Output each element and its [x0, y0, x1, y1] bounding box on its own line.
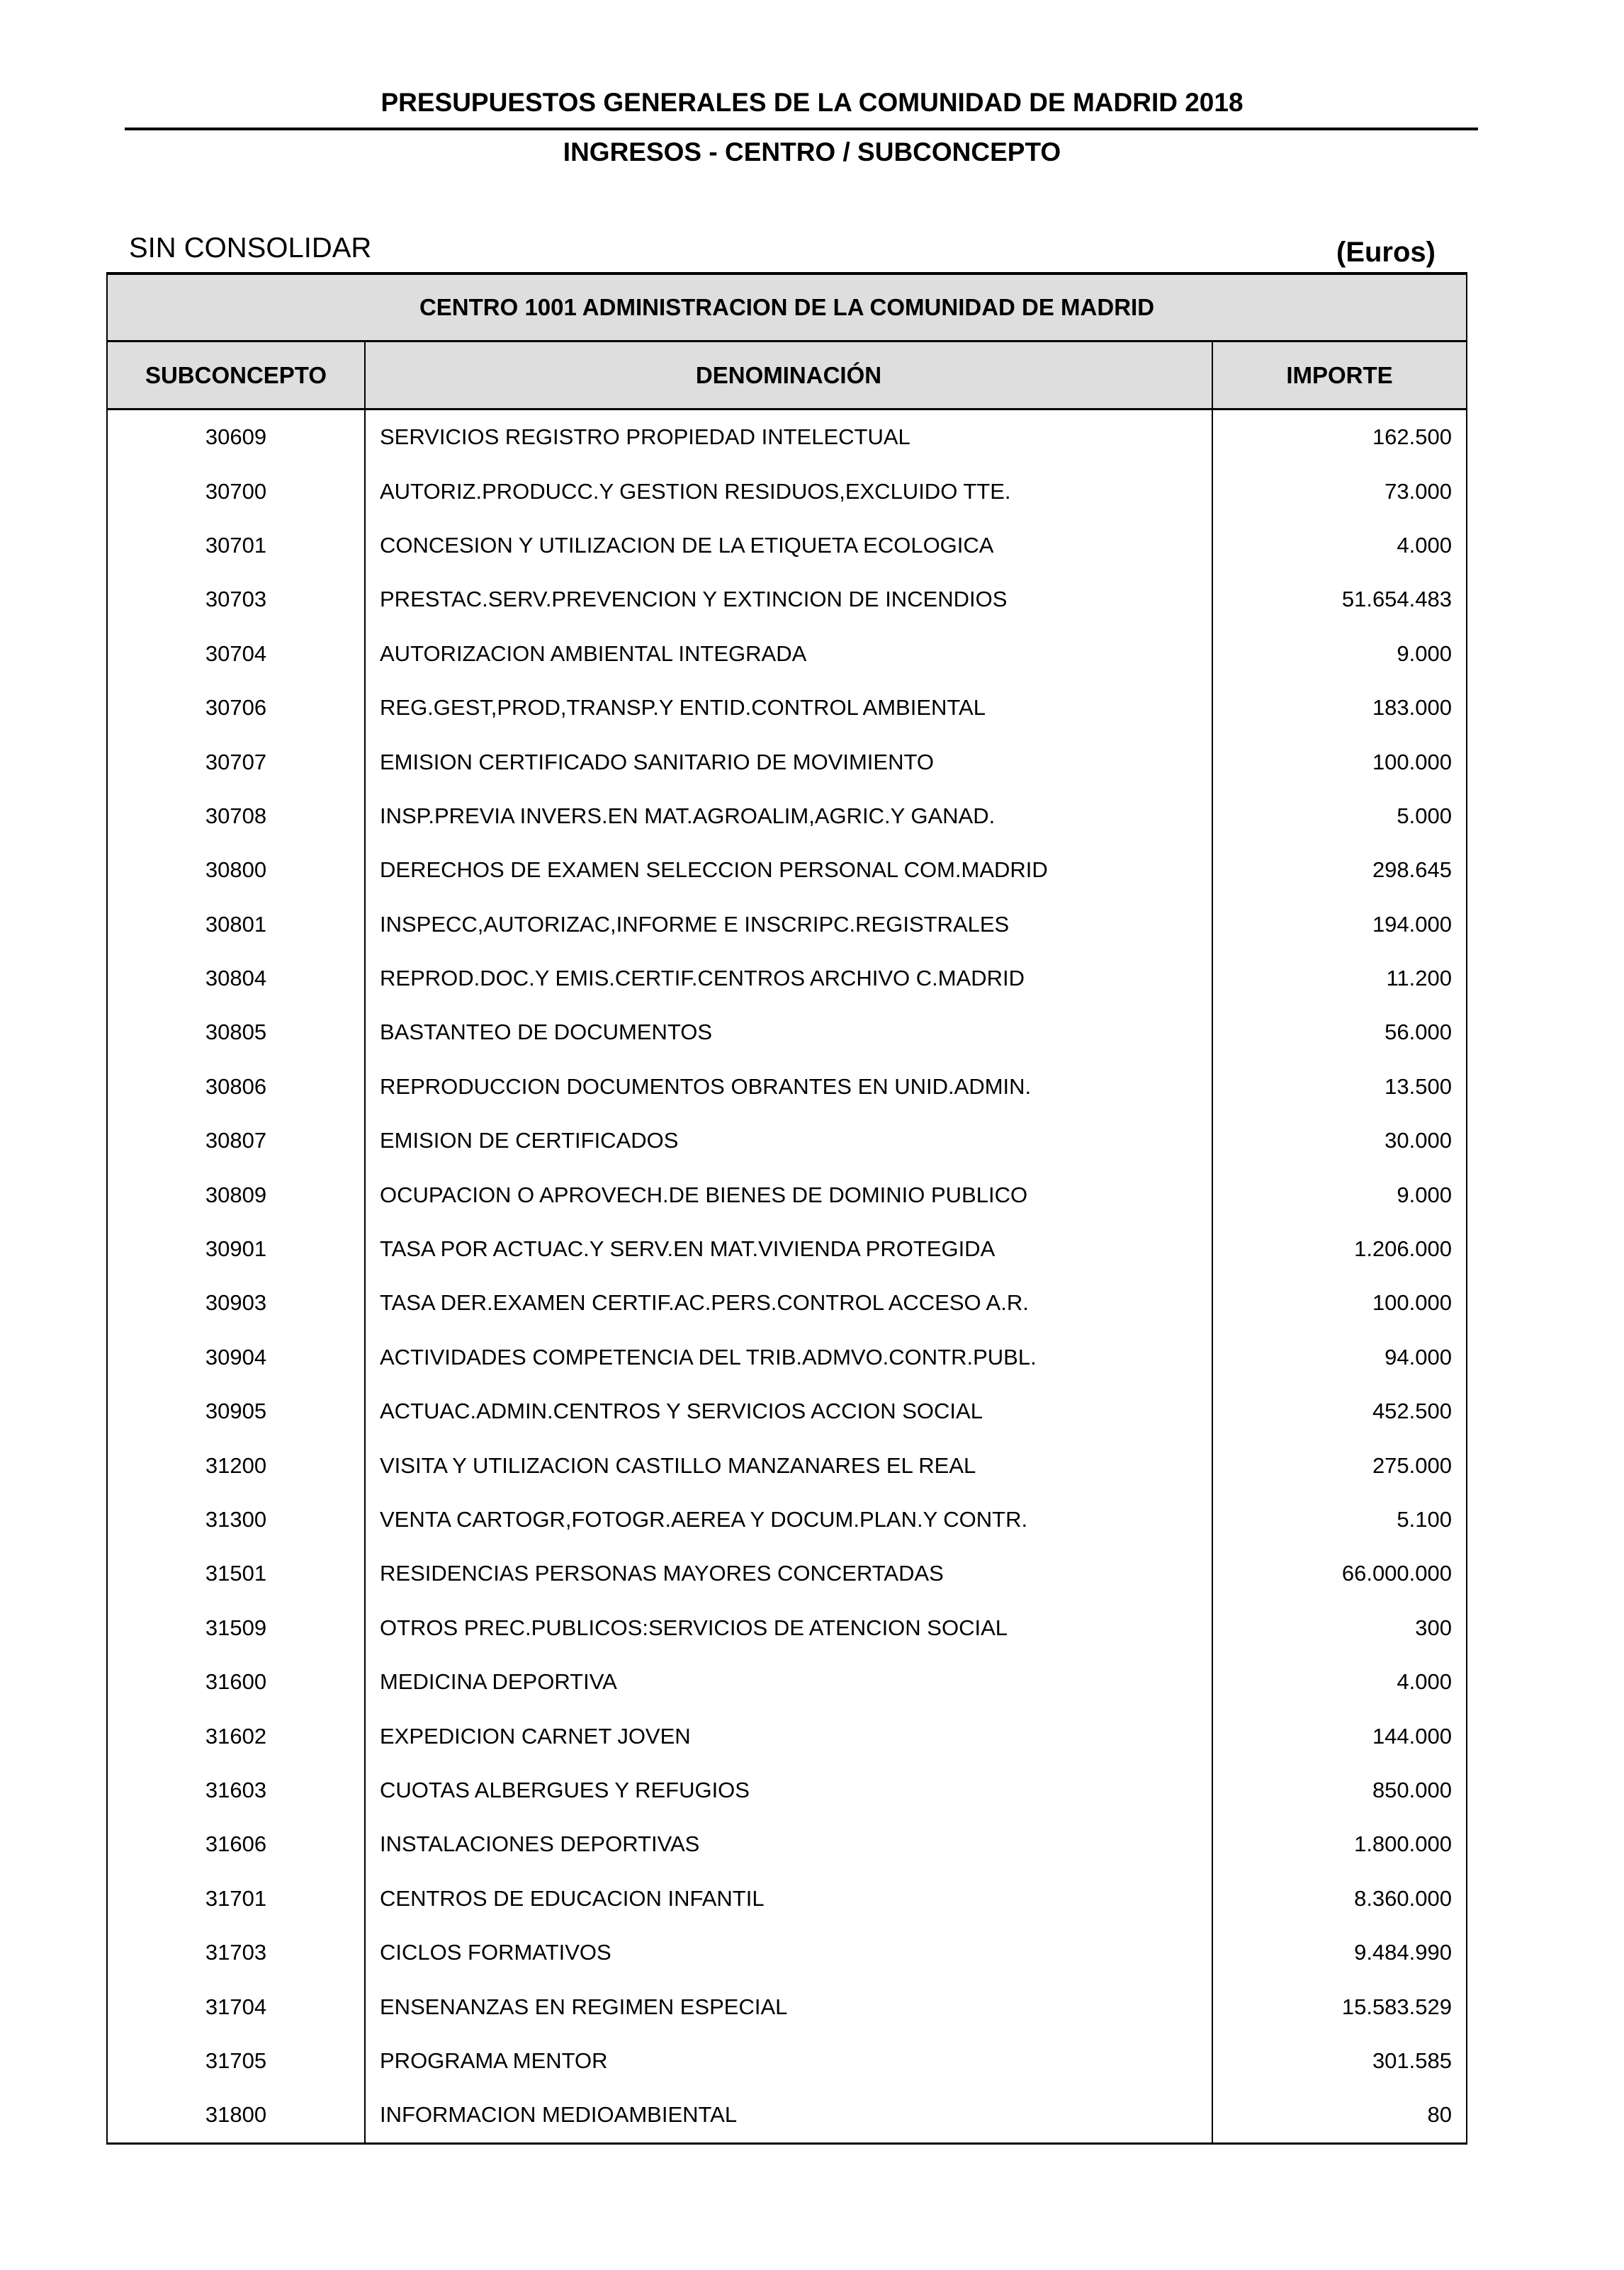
importe-cell: 9.000 [1212, 1168, 1467, 1221]
subconcepto-cell: 30807 [107, 1114, 365, 1168]
denominacion-cell: CUOTAS ALBERGUES Y REFUGIOS [365, 1763, 1212, 1817]
importe-cell: 8.360.000 [1212, 1872, 1467, 1926]
table-row [107, 1763, 1467, 1817]
table-row [107, 1980, 1467, 2033]
table-row [107, 1438, 1467, 1492]
importe-cell: 4.000 [1212, 1655, 1467, 1709]
subconcepto-cell: 30903 [107, 1276, 365, 1330]
table-row [107, 1493, 1467, 1547]
table-row [107, 1655, 1467, 1709]
denominacion-cell: RESIDENCIAS PERSONAS MAYORES CONCERTADAS [365, 1547, 1212, 1600]
denominacion-cell: PRESTAC.SERV.PREVENCION Y EXTINCION DE INCENDIOS [365, 572, 1212, 626]
table-row [107, 627, 1467, 681]
importe-cell: 66.000.000 [1212, 1547, 1467, 1600]
importe-cell: 183.000 [1212, 681, 1467, 735]
table-row [107, 1331, 1467, 1384]
subconcepto-cell: 30701 [107, 519, 365, 572]
importe-cell: 9.000 [1212, 627, 1467, 681]
importe-cell: 100.000 [1212, 735, 1467, 789]
importe-cell: 94.000 [1212, 1331, 1467, 1384]
denominacion-cell: INSP.PREVIA INVERS.EN MAT.AGROALIM,AGRIC.Y GANAD. [365, 789, 1212, 843]
subconcepto-cell: 30805 [107, 1005, 365, 1059]
importe-cell: 1.800.000 [1212, 1817, 1467, 1871]
importe-cell: 5.100 [1212, 1493, 1467, 1547]
denominacion-cell: EXPEDICION CARNET JOVEN [365, 1709, 1212, 1763]
denominacion-cell: BASTANTEO DE DOCUMENTOS [365, 1005, 1212, 1059]
table-row [107, 1547, 1467, 1600]
subconcepto-cell: 30804 [107, 952, 365, 1005]
denominacion-cell: CENTROS DE EDUCACION INFANTIL [365, 1872, 1212, 1926]
subconcepto-cell: 31704 [107, 1980, 365, 2033]
importe-cell: 275.000 [1212, 1438, 1467, 1492]
denominacion-cell: AUTORIZ.PRODUCC.Y GESTION RESIDUOS,EXCLUIDO TTE. [365, 464, 1212, 518]
importe-cell: 30.000 [1212, 1114, 1467, 1168]
subconcepto-cell: 30704 [107, 627, 365, 681]
subconcepto-cell: 30901 [107, 1222, 365, 1276]
importe-cell: 56.000 [1212, 1005, 1467, 1059]
denominacion-cell: PROGRAMA MENTOR [365, 2034, 1212, 2088]
column-header-importe: IMPORTE [1212, 341, 1467, 410]
importe-cell: 73.000 [1212, 464, 1467, 518]
subconcepto-cell: 31800 [107, 2088, 365, 2143]
table-row [107, 735, 1467, 789]
importe-cell: 15.583.529 [1212, 1980, 1467, 2033]
importe-cell: 100.000 [1212, 1276, 1467, 1330]
subconcepto-cell: 30700 [107, 464, 365, 518]
units-label: (Euros) [1336, 237, 1436, 268]
importe-cell: 300 [1212, 1601, 1467, 1655]
importe-cell: 80 [1212, 2088, 1467, 2143]
table-row [107, 1709, 1467, 1763]
subconcepto-cell: 30703 [107, 572, 365, 626]
table-row [107, 572, 1467, 626]
subconcepto-cell: 31703 [107, 1926, 365, 1980]
importe-cell: 162.500 [1212, 410, 1467, 465]
table-row [107, 1276, 1467, 1330]
table-row [107, 519, 1467, 572]
subconcepto-cell: 31602 [107, 1709, 365, 1763]
subconcepto-cell: 30609 [107, 410, 365, 465]
subconcepto-cell: 30800 [107, 843, 365, 897]
denominacion-cell: ENSENANZAS EN REGIMEN ESPECIAL [365, 1980, 1212, 2033]
column-header-subconcepto: SUBCONCEPTO [107, 341, 365, 410]
denominacion-cell: CICLOS FORMATIVOS [365, 1926, 1212, 1980]
denominacion-cell: EMISION DE CERTIFICADOS [365, 1114, 1212, 1168]
table-row [107, 1601, 1467, 1655]
denominacion-cell: VISITA Y UTILIZACION CASTILLO MANZANARES EL REAL [365, 1438, 1212, 1492]
denominacion-cell: INFORMACION MEDIOAMBIENTAL [365, 2088, 1212, 2143]
table-row [107, 1114, 1467, 1168]
importe-cell: 5.000 [1212, 789, 1467, 843]
scope-label: SIN CONSOLIDAR [129, 232, 372, 264]
subconcepto-cell: 30801 [107, 898, 365, 952]
importe-cell: 850.000 [1212, 1763, 1467, 1817]
importe-cell: 144.000 [1212, 1709, 1467, 1763]
importe-cell: 9.484.990 [1212, 1926, 1467, 1980]
subconcepto-cell: 30904 [107, 1331, 365, 1384]
importe-cell: 298.645 [1212, 843, 1467, 897]
subconcepto-cell: 30707 [107, 735, 365, 789]
importe-cell: 13.500 [1212, 1060, 1467, 1114]
table-row [107, 1384, 1467, 1438]
importe-cell: 4.000 [1212, 519, 1467, 572]
table-row [107, 1005, 1467, 1059]
table-row [107, 1168, 1467, 1221]
table-row [107, 1926, 1467, 1980]
subconcepto-cell: 30708 [107, 789, 365, 843]
table-row [107, 410, 1467, 465]
subconcepto-cell: 30905 [107, 1384, 365, 1438]
importe-cell: 1.206.000 [1212, 1222, 1467, 1276]
table-row [107, 681, 1467, 735]
denominacion-cell: MEDICINA DEPORTIVA [365, 1655, 1212, 1709]
denominacion-cell: EMISION CERTIFICADO SANITARIO DE MOVIMIENTO [365, 735, 1212, 789]
column-header-denominacion: DENOMINACIÓN [365, 341, 1212, 410]
subconcepto-cell: 31200 [107, 1438, 365, 1492]
table-row [107, 898, 1467, 952]
denominacion-cell: TASA DER.EXAMEN CERTIF.AC.PERS.CONTROL ACCESO A.R. [365, 1276, 1212, 1330]
subconcepto-cell: 31705 [107, 2034, 365, 2088]
subconcepto-cell: 31603 [107, 1763, 365, 1817]
denominacion-cell: AUTORIZACION AMBIENTAL INTEGRADA [365, 627, 1212, 681]
subconcepto-cell: 30809 [107, 1168, 365, 1221]
denominacion-cell: ACTUAC.ADMIN.CENTROS Y SERVICIOS ACCION SOCIAL [365, 1384, 1212, 1438]
denominacion-cell: OTROS PREC.PUBLICOS:SERVICIOS DE ATENCION SOCIAL [365, 1601, 1212, 1655]
importe-cell: 452.500 [1212, 1384, 1467, 1438]
document-subtitle: INGRESOS - CENTRO / SUBCONCEPTO [563, 137, 1061, 166]
denominacion-cell: OCUPACION O APROVECH.DE BIENES DE DOMINIO PUBLICO [365, 1168, 1212, 1221]
subconcepto-cell: 31600 [107, 1655, 365, 1709]
column-header-row [107, 341, 1467, 410]
table-row [107, 464, 1467, 518]
denominacion-cell: DERECHOS DE EXAMEN SELECCION PERSONAL COM.MADRID [365, 843, 1212, 897]
denominacion-cell: CONCESION Y UTILIZACION DE LA ETIQUETA ECOLOGICA [365, 519, 1212, 572]
denominacion-cell: SERVICIOS REGISTRO PROPIEDAD INTELECTUAL [365, 410, 1212, 465]
importe-cell: 301.585 [1212, 2034, 1467, 2088]
table-row [107, 789, 1467, 843]
denominacion-cell: REG.GEST,PROD,TRANSP.Y ENTID.CONTROL AMBIENTAL [365, 681, 1212, 735]
subconcepto-cell: 31300 [107, 1493, 365, 1547]
centro-title: CENTRO 1001 ADMINISTRACION DE LA COMUNIDAD DE MADRID [107, 273, 1467, 341]
subconcepto-cell: 31509 [107, 1601, 365, 1655]
subconcepto-cell: 31501 [107, 1547, 365, 1600]
importe-cell: 11.200 [1212, 952, 1467, 1005]
denominacion-cell: TASA POR ACTUAC.Y SERV.EN MAT.VIVIENDA PROTEGIDA [365, 1222, 1212, 1276]
denominacion-cell: INSTALACIONES DEPORTIVAS [365, 1817, 1212, 1871]
table-row [107, 843, 1467, 897]
table-row [107, 1817, 1467, 1871]
table-row [107, 1222, 1467, 1276]
importe-cell: 51.654.483 [1212, 572, 1467, 626]
centro-row [107, 273, 1467, 341]
denominacion-cell: VENTA CARTOGR,FOTOGR.AEREA Y DOCUM.PLAN.Y CONTR. [365, 1493, 1212, 1547]
denominacion-cell: REPROD.DOC.Y EMIS.CERTIF.CENTROS ARCHIVO C.MADRID [365, 952, 1212, 1005]
denominacion-cell: ACTIVIDADES COMPETENCIA DEL TRIB.ADMVO.CONTR.PUBL. [365, 1331, 1212, 1384]
table-row [107, 2088, 1467, 2143]
table-row [107, 952, 1467, 1005]
table-row [107, 2034, 1467, 2088]
denominacion-cell: INSPECC,AUTORIZAC,INFORME E INSCRIPC.REGISTRALES [365, 898, 1212, 952]
document-title: PRESUPUESTOS GENERALES DE LA COMUNIDAD DE MADRID 2018 [380, 88, 1244, 117]
subconcepto-cell: 30706 [107, 681, 365, 735]
subconcepto-cell: 30806 [107, 1060, 365, 1114]
income-table [106, 272, 1467, 2145]
title-divider [125, 128, 1478, 130]
denominacion-cell: REPRODUCCION DOCUMENTOS OBRANTES EN UNID.ADMIN. [365, 1060, 1212, 1114]
importe-cell: 194.000 [1212, 898, 1467, 952]
subconcepto-cell: 31606 [107, 1817, 365, 1871]
table-row [107, 1872, 1467, 1926]
table-row [107, 1060, 1467, 1114]
subconcepto-cell: 31701 [107, 1872, 365, 1926]
